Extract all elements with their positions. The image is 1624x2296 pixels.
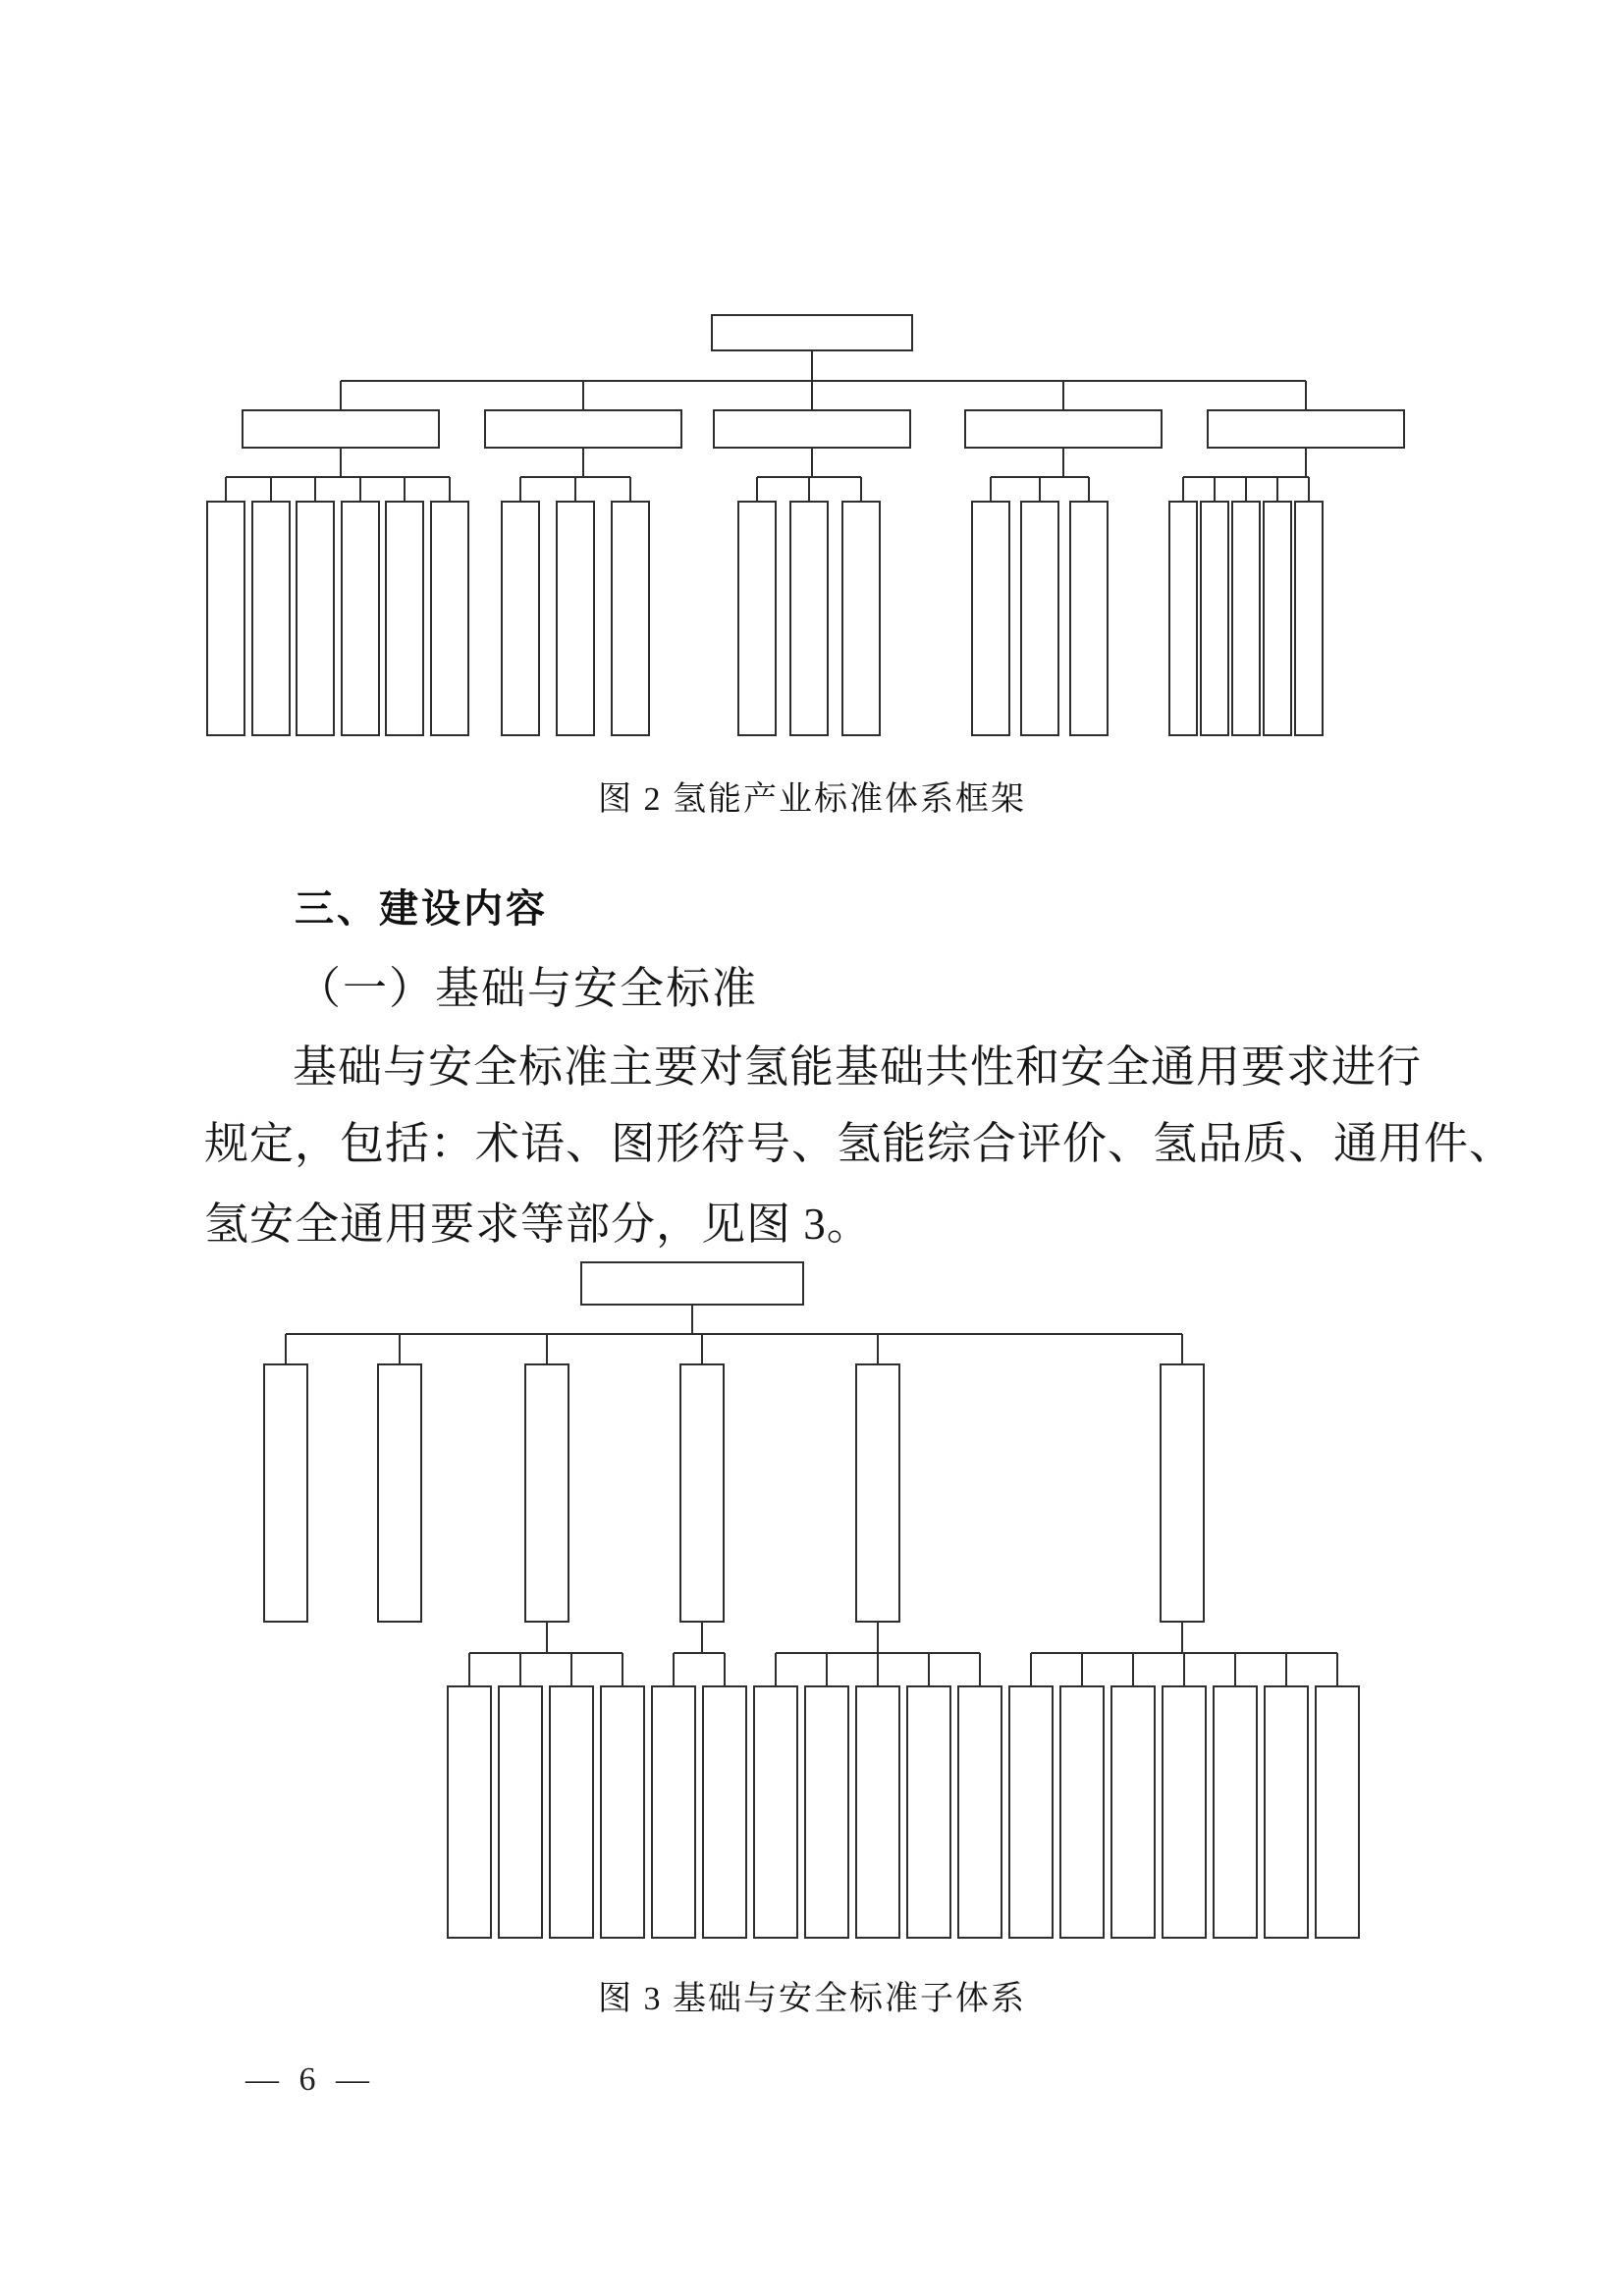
leaf-node-box <box>1263 501 1292 736</box>
connector-line <box>691 1306 693 1334</box>
root-node-box <box>711 314 913 351</box>
connector-line <box>1031 1652 1337 1654</box>
connector-line <box>1181 1623 1183 1653</box>
connector-line <box>1081 1653 1083 1685</box>
branch-node-box <box>1160 1363 1205 1623</box>
leaf-node-box <box>1162 1685 1207 1939</box>
leaf-node-box <box>906 1685 951 1939</box>
connector-line <box>286 1333 1182 1335</box>
leaf-node-box <box>251 501 291 736</box>
connector-line <box>270 477 272 501</box>
branch-node-box <box>679 1363 725 1623</box>
connector-line <box>1183 476 1309 478</box>
connector-line <box>701 1334 703 1363</box>
connector-line <box>860 477 862 501</box>
leaf-node-box <box>1200 501 1229 736</box>
connector-line <box>285 1334 287 1363</box>
leaf-node-box <box>737 501 777 736</box>
leaf-node-box <box>341 501 380 736</box>
connector-line <box>877 1334 879 1363</box>
connector-line <box>674 1652 725 1654</box>
connector-line <box>582 381 584 409</box>
connector-line <box>468 1653 470 1685</box>
connector-line <box>724 1653 726 1685</box>
connector-line <box>1305 381 1307 409</box>
connector-line <box>877 1653 879 1685</box>
connector-line <box>808 477 810 501</box>
connector-line <box>928 1653 930 1685</box>
connector-line <box>1234 1653 1236 1685</box>
leaf-node-box <box>1110 1685 1156 1939</box>
connector-line <box>546 1623 548 1653</box>
connector-line <box>811 351 813 381</box>
connector-line <box>991 476 1089 478</box>
connector-line <box>1214 477 1216 501</box>
leaf-node-box <box>447 1685 492 1939</box>
connector-line <box>811 381 813 409</box>
branch-node-box <box>484 409 682 449</box>
connector-line <box>340 449 342 477</box>
leaf-node-box <box>1059 1685 1105 1939</box>
leaf-node-box <box>1315 1685 1360 1939</box>
connector-line <box>359 477 361 501</box>
leaf-node-box <box>296 501 335 736</box>
connector-line <box>469 1652 623 1654</box>
leaf-node-box <box>841 501 881 736</box>
connector-line <box>826 1653 828 1685</box>
connector-line <box>629 477 631 501</box>
connector-line <box>990 477 992 501</box>
connector-line <box>225 477 227 501</box>
connector-line <box>519 477 521 501</box>
leaf-node-box <box>611 501 650 736</box>
branch-node-box <box>713 409 911 449</box>
connector-line <box>1183 1653 1185 1685</box>
page-number: — 6 — <box>245 2061 375 2098</box>
connector-line <box>1181 1334 1183 1363</box>
leaf-node-box <box>855 1685 900 1939</box>
connector-line <box>1062 449 1064 477</box>
leaf-node-box <box>1069 501 1109 736</box>
connector-line <box>1182 477 1184 501</box>
connector-line <box>701 1623 703 1653</box>
subsection-heading: （一）基础与安全标准 <box>297 964 759 1013</box>
connector-line <box>1088 477 1090 501</box>
connector-line <box>673 1653 675 1685</box>
connector-line <box>582 449 584 477</box>
leaf-node-box <box>1294 501 1324 736</box>
leaf-node-box <box>1008 1685 1054 1939</box>
figure-2-caption: 图 2 氢能产业标准体系框架 <box>598 781 1026 818</box>
leaf-node-box <box>753 1685 798 1939</box>
branch-node-box <box>524 1363 569 1623</box>
connector-line <box>340 381 342 409</box>
connector-line <box>811 449 813 477</box>
connector-line <box>757 476 861 478</box>
connector-line <box>776 1652 980 1654</box>
paragraph-line: 规定，包括：术语、图形符号、氢能综合评价、氢品质、通用件、 <box>204 1119 1515 1168</box>
connector-line <box>1245 477 1247 501</box>
leaf-node-box <box>206 501 245 736</box>
connector-line <box>1276 477 1278 501</box>
connector-line <box>1030 1653 1032 1685</box>
connector-line <box>1285 1653 1287 1685</box>
connector-line <box>1039 477 1041 501</box>
connector-line <box>520 476 630 478</box>
connector-line <box>574 477 576 501</box>
leaf-node-box <box>501 501 540 736</box>
leaf-node-box <box>1231 501 1261 736</box>
leaf-node-box <box>971 501 1010 736</box>
branch-node-box <box>263 1363 308 1623</box>
connector-line <box>226 476 450 478</box>
connector-line <box>622 1653 623 1685</box>
leaf-node-box <box>1020 501 1059 736</box>
leaf-node-box <box>957 1685 1002 1939</box>
leaf-node-box <box>549 1685 594 1939</box>
connector-line <box>1062 381 1064 409</box>
leaf-node-box <box>385 501 424 736</box>
figure-3-caption: 图 3 基础与安全标准子体系 <box>598 1981 1026 2017</box>
leaf-node-box <box>1264 1685 1309 1939</box>
leaf-node-box <box>651 1685 696 1939</box>
connector-line <box>570 1653 572 1685</box>
paragraph-line: 氢安全通用要求等部分，见图 3。 <box>204 1200 872 1249</box>
branch-node-box <box>1207 409 1405 449</box>
leaf-node-box <box>600 1685 645 1939</box>
connector-line <box>1132 1653 1134 1685</box>
branch-node-box <box>964 409 1163 449</box>
branch-node-box <box>377 1363 422 1623</box>
branch-node-box <box>855 1363 900 1623</box>
leaf-node-box <box>498 1685 543 1939</box>
connector-line <box>341 380 1306 382</box>
connector-line <box>1336 1653 1338 1685</box>
leaf-node-box <box>789 501 829 736</box>
connector-line <box>1308 477 1310 501</box>
root-node-box <box>580 1261 804 1306</box>
leaf-node-box <box>1168 501 1198 736</box>
connector-line <box>449 477 451 501</box>
leaf-node-box <box>430 501 469 736</box>
leaf-node-box <box>556 501 595 736</box>
leaf-node-box <box>1213 1685 1258 1939</box>
leaf-node-box <box>804 1685 849 1939</box>
leaf-node-box <box>702 1685 747 1939</box>
connector-line <box>979 1653 981 1685</box>
connector-line <box>756 477 758 501</box>
connector-line <box>399 1334 401 1363</box>
connector-line <box>314 477 316 501</box>
section-heading: 三、建设内容 <box>295 887 548 931</box>
connector-line <box>404 477 406 501</box>
connector-line <box>519 1653 521 1685</box>
branch-node-box <box>242 409 440 449</box>
paragraph-line: 基础与安全标准主要对氢能基础共性和安全通用要求进行 <box>293 1042 1423 1092</box>
connector-line <box>775 1653 777 1685</box>
connector-line <box>1305 449 1307 477</box>
connector-line <box>877 1623 879 1653</box>
connector-line <box>546 1334 548 1363</box>
